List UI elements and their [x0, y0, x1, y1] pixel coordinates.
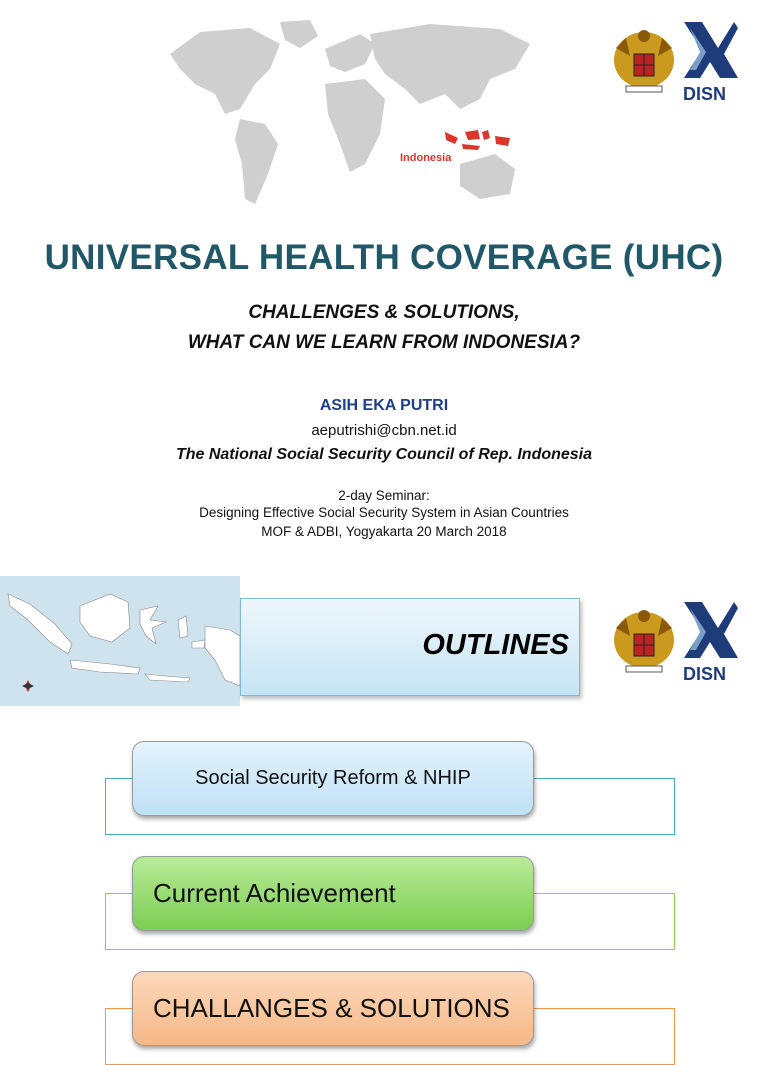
- disn-x-icon: [684, 22, 738, 78]
- disn-x-icon: [684, 602, 738, 658]
- disn-logo-2: [610, 598, 740, 688]
- garuda-emblem-icon: [614, 610, 674, 672]
- subtitle-line-2: WHAT CAN WE LEARN FROM INDONESIA?: [187, 332, 581, 353]
- page-title: UNIVERSAL HEALTH COVERAGE (UHC): [44, 238, 724, 277]
- indonesia-map-label: Indonesia: [400, 152, 452, 164]
- disn-logo-text: DISN: [683, 664, 727, 684]
- outline-item-label: Social Security Reform & NHIP: [195, 767, 471, 789]
- outline-item-label: Current Achievement: [153, 878, 396, 908]
- author-email: aeputrishi@cbn.net.id: [311, 422, 457, 439]
- garuda-emblem-icon: [614, 30, 674, 92]
- seminar-line-3: MOF & ADBI, Yogyakarta 20 March 2018: [261, 524, 507, 539]
- author-name: ASIH EKA PUTRI: [319, 397, 449, 414]
- organization-name: The National Social Security Council of Rep. Indonesia: [175, 446, 593, 463]
- seminar-line-1: 2-day Seminar:: [338, 488, 430, 503]
- disn-logo-text: DISN: [683, 84, 727, 104]
- disn-logo: [610, 18, 740, 108]
- seminar-line-2: Designing Effective Social Security System in Asian Countries: [199, 505, 569, 520]
- outlines-slide: [0, 560, 768, 1024]
- outline-item-current-achievement[interactable]: [132, 856, 534, 931]
- outline-item-label: CHALLANGES & SOLUTIONS: [153, 993, 510, 1023]
- outlines-header-box: [240, 598, 580, 696]
- outline-item-challenges-solutions[interactable]: [132, 971, 534, 1046]
- outlines-heading: OUTLINES: [422, 629, 569, 661]
- outline-item-social-security-reform[interactable]: [132, 741, 534, 816]
- indonesia-map: [0, 576, 240, 706]
- subtitle-line-1: CHALLENGES & SOLUTIONS,: [248, 302, 520, 323]
- world-map: [160, 14, 540, 214]
